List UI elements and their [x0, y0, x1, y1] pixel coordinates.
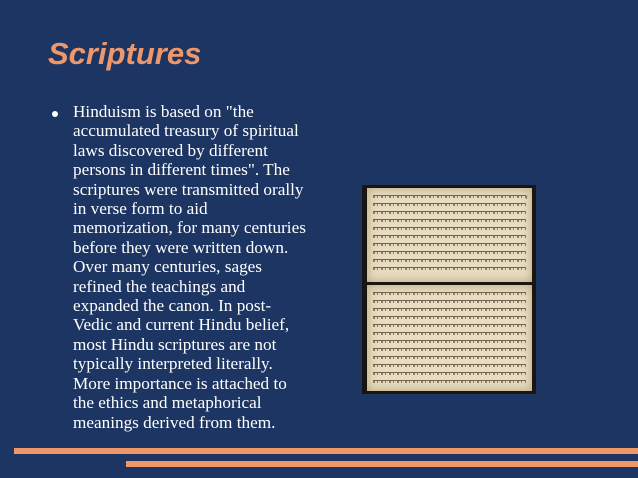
- bullet-line: Hinduism is based on "the: [73, 102, 254, 121]
- bullet-line: persons in different times". The: [73, 160, 290, 180]
- bullet-line: the ethics and metaphorical: [73, 393, 262, 413]
- bullet-item: [52, 102, 322, 432]
- slide-title: Scriptures: [48, 36, 202, 71]
- bullet-line: refined the teachings and: [73, 276, 246, 296]
- manuscript-image: [362, 185, 536, 394]
- bullet-text: [73, 102, 321, 432]
- bullet-line: in verse form to aid: [73, 199, 208, 219]
- bullet-line: most Hindu scriptures are not: [73, 334, 277, 354]
- bullet-line: More importance is attached to: [73, 373, 287, 393]
- bullet-line: memorization, for many centuries: [73, 218, 306, 238]
- margin-note-icon: ɾ: [525, 193, 528, 201]
- bullet-line: typically interpreted literally.: [73, 354, 273, 374]
- bullet-line: meanings derived from them.: [73, 412, 276, 432]
- bullet-dot-icon: [52, 111, 58, 117]
- bullet-line: laws discovered by different: [73, 140, 268, 160]
- bullet-line: Vedic and current Hindu belief,: [73, 315, 290, 335]
- manuscript-page-top: [367, 188, 532, 282]
- footer-accent-bar: [126, 461, 638, 467]
- bullet-line: before they were written down.: [73, 237, 289, 257]
- bullet-line: Over many centuries, sages: [73, 257, 262, 277]
- bullet-line: scriptures were transmitted orally: [73, 179, 304, 199]
- bullet-line: expanded the canon. In post-: [73, 296, 272, 316]
- manuscript-page-bottom: [367, 285, 532, 391]
- footer-accent-bar: [14, 448, 638, 454]
- bullet-line: accumulated treasury of spiritual: [73, 121, 299, 141]
